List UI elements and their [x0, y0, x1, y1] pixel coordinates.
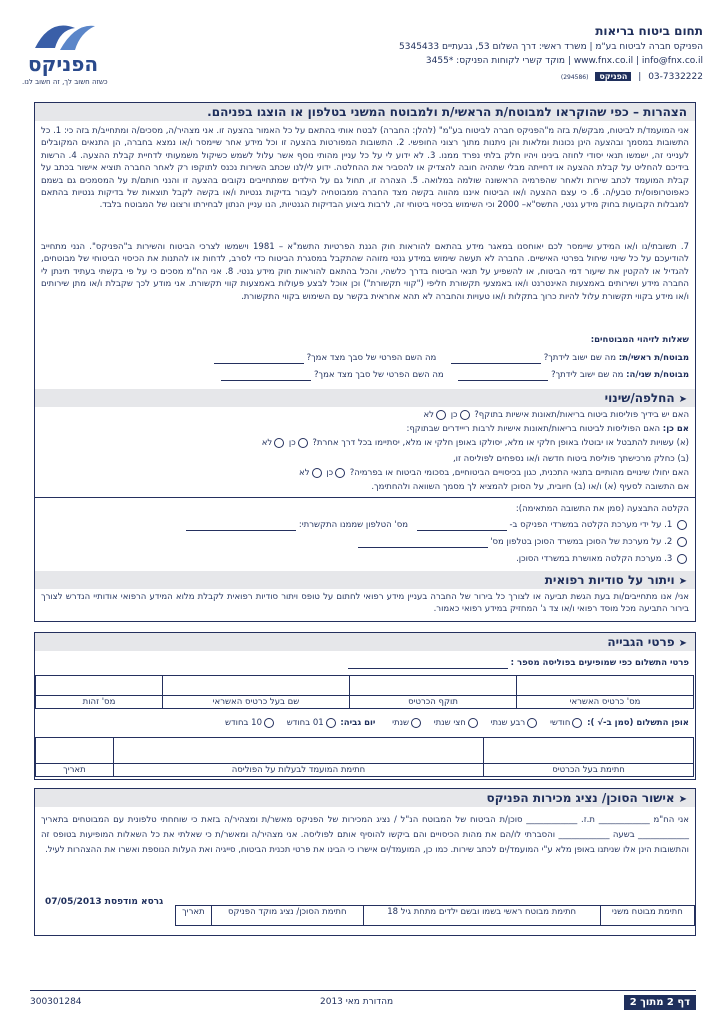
q2-father: מה השם הפרטי של סבך מצד אמך?	[314, 370, 444, 380]
method-monthly-radio[interactable]	[572, 718, 582, 728]
payment-method-row	[225, 717, 689, 729]
replacement-title-bar	[35, 389, 695, 407]
footer	[30, 990, 696, 1013]
declarations-title: הצהרות – כפי שהוקראו למבוטח/ת הראשי/ת ולמבוטח המשני בטלפון או הוצגו בפניהם.	[35, 103, 695, 121]
recording-opt3-text: 3. מערכת הקלטה מאושרת במשרדי הסוכן.	[516, 554, 673, 564]
arrow-icon: ➤	[678, 576, 687, 587]
recording-opt2-text: 2. על מערכת של הסוכן במשרד הסוכן בטלפון מס'	[490, 537, 673, 547]
agent-sig-primary[interactable]: חתימת מבוטח ראשי בשמו ובשם ילדים מתחת גיל 18	[363, 906, 600, 926]
c-no-label: לא	[299, 468, 310, 478]
no-radio[interactable]	[436, 410, 446, 420]
a-no-radio[interactable]	[274, 438, 284, 448]
col-card-holder-label: שם בעל כרטיס האשראי	[163, 696, 350, 709]
recording-intro: הקלטה התבצעה (סמן את התשובה המתאימה):	[515, 504, 689, 514]
policy-number-field[interactable]	[348, 668, 508, 669]
header-phone: 03-7332222	[648, 72, 703, 82]
if-yes-label: אם כן:	[662, 424, 689, 434]
agent-text: אני הח"מ ____________ ת.ז. ____________ סוכן/ת הביטוח של המבוטח הנ"ל / נציג המכירות של הפניקס מאשר/ת ומצהיר/ה בזאת כי שוחחתי טלפונית עם המבוטחים בתאריך ____________ בשעה ____________ והסברתי לו/הם את מהות הכיסויים והם ביקשו להוסיף אותם לפוליסה. אני מצהיר/ה ומאשר/ת כי שאלתי את כל השאלות המופיעות בטופס זה והתשובות הינן אלו שניתנו באופן מלא ע"י המועמד/ים לכתב שירות. כמו כן, המועמד/ים אישרו כי הבינו את פרטי תכנית הביטוח, סייגיה ואת העלות הנוספת ואשרו את ההצהרות לעיל.	[41, 815, 689, 855]
replacement-d: אם התשובה לסעיף (א) ו/או (ב) חיובית, על הסוכן להמציא לך מסמך השוואה ולהחתימך.	[371, 482, 689, 492]
footer-code: 300301284	[30, 997, 82, 1007]
method-annual-label: שנתי	[392, 718, 410, 728]
id-question-row-1	[214, 352, 689, 364]
q2-born: מה שם ישוב לידתך?	[551, 370, 624, 380]
method-annual-radio[interactable]	[411, 718, 421, 728]
header-line1: הפניקס חברה לביטוח בע"מ | משרד ראשי: דרך השלום 53, גבעתיים 5345433	[399, 42, 703, 52]
col-id-number-label: מס' זהות	[36, 696, 163, 709]
yes-label: כן	[450, 410, 458, 420]
recording-opt1-field[interactable]	[417, 530, 507, 531]
agent-title-bar	[35, 789, 695, 807]
method-half-radio[interactable]	[468, 718, 478, 728]
header-small-code: (294586)	[560, 74, 589, 81]
sig-date-label: תאריך	[36, 764, 114, 777]
sig-candidate-field[interactable]	[113, 738, 483, 764]
header	[0, 18, 723, 98]
col-card-expiry-label: תוקף הכרטיס	[350, 696, 517, 709]
agent-sig-secondary[interactable]: חתימת מבוטח משני	[600, 906, 694, 926]
logo-text: הפניקס	[28, 52, 99, 76]
sig-date-field[interactable]	[36, 738, 114, 764]
agent-sig-agent[interactable]: חתימת הסוכן/ נציג מוקד הפניקס	[211, 906, 363, 926]
agent-title: אישור הסוכן/ נציג מכירות הפניקס	[486, 791, 675, 805]
col-id-number[interactable]	[36, 676, 163, 696]
brand-small-badge: הפניקס	[595, 72, 631, 81]
recording-opt1-text: 1. על ידי מערכת הקלטה במשרדי הפניקס ב-	[509, 520, 673, 530]
recording-opt3-radio[interactable]	[677, 554, 687, 564]
a-yes-radio[interactable]	[298, 438, 308, 448]
yes-radio[interactable]	[460, 410, 470, 420]
method-half-label: חצי שנתי	[433, 718, 466, 728]
col-card-number-label: מס' כרטיס האשראי	[517, 696, 694, 709]
sig-candidate-label: חתימת המועמד לבעלות על הפוליסה	[113, 764, 483, 777]
id-questions-title: שאלות לזיהוי המבוטחים:	[590, 335, 689, 345]
header-title: תחום ביטוח בריאות	[595, 24, 703, 38]
q1-father: מה השם הפרטי של סבך מצד אמך?	[306, 353, 437, 363]
logo	[22, 18, 108, 88]
recording-opt1-radio[interactable]	[677, 520, 687, 530]
collect-day-label: יום גביה:	[340, 718, 376, 728]
q1-born: מה שם ישוב לידתך?	[543, 353, 616, 363]
replacement-title: החלפה/שינוי	[604, 391, 675, 405]
agent-section	[34, 788, 696, 936]
col-card-number[interactable]	[517, 676, 694, 696]
declarations-section	[34, 102, 696, 622]
col-card-holder[interactable]	[163, 676, 350, 696]
arrow-icon: ➤	[678, 638, 687, 649]
method-quarterly-radio[interactable]	[527, 718, 537, 728]
a-yes-label: כן	[288, 438, 296, 448]
divider	[35, 497, 695, 498]
payment-title: פרטי הגבייה	[607, 635, 675, 649]
payment-signature-table	[35, 737, 694, 777]
arrow-icon: ➤	[678, 394, 687, 405]
replacement-a	[262, 437, 689, 449]
payment-sub-text: פרטי התשלום כפי שמופיעים בפוליסה מספר :	[510, 658, 689, 668]
recording-opt2-radio[interactable]	[677, 537, 687, 547]
recording-opt3	[516, 553, 689, 565]
payment-title-bar	[35, 633, 695, 651]
waiver-title-bar	[35, 571, 695, 589]
no-label: לא	[423, 410, 435, 420]
replacement-a-text: (א) עשויות להתבטל או יבוטלו באופן חלקי או מלא, יסולקו באופן חלקי או מלא, יסתיימו בכל דרך אחרת?	[312, 438, 689, 448]
q2-label: מבוטח/ת שני/ה:	[626, 370, 689, 380]
sig-card-holder-label: חתימת בעל הכרטיס	[484, 764, 694, 777]
q2-father-field[interactable]	[221, 380, 311, 381]
a-no-label: לא	[261, 438, 273, 448]
q2-born-field[interactable]	[458, 380, 548, 381]
id-question-row-2	[221, 369, 689, 381]
header-contact-row: 03-7332222 | הפניקס (294586)	[560, 72, 703, 82]
footer-page: דף 2 מתוך 2	[624, 995, 696, 1010]
replacement-b: (ב) כחלק מרכישתך פוליסת ביטוח חדשה ו/או נספחים לפוליסה זו,	[452, 454, 689, 464]
agent-sig-date[interactable]: תאריך	[176, 906, 212, 926]
day1-label: 01 בחודש	[286, 718, 324, 728]
recording-opt1	[186, 519, 689, 531]
arrow-icon: ➤	[678, 794, 687, 805]
recording-opt2	[358, 536, 690, 548]
declarations-p1: אני המועמד/ת לביטוח, מבקש/ת בזה מ"הפניקס חברה לביטוח בע"מ" (להלן: החברה) לבטח אותי בהתאם על כל האמור בהצעה זו. אני מצהיר/ה, מסכים/ה ומתחייב/ת בזה כי: 1. כל התשובות במסמך ובהצעה הינן נכונות ומלאות והן ניתנות מתוך רצוני החופשי. 2. התשובות המפורטות בהצעה זו וכל מידע אחר שיימסר ו/או נמצא בחברה, הן התנאים המקובלים לענייני זה, ישמשו תנאי יסודי לחוזה בינינו ויהיו חלק בלתי נפרד ממנו. 3. לא ידוע לי על כל עניין מהותי נוסף אשר עלול לשמש כשיקול משמעותי לדחיית קבלת ההצעה. 4. הרשות בידיכם להחליט על קבלת ההצעה או דחייתה מבלי שתהיה חובה להצדיק או להסביר את ההחלטה. ידוע לי/לנו שכתב השירות נכנס לתוקפו רק לאחר החברה תוציא אישור בכתב על קבלת המועמד לכתב שירות ולאחר שהפרמיה הראשונה שולמה במלואה. 5. הצהרה זו, תחול גם על הילדים שמתחייבים נקובים בהצעה זו והנני חותם/ת על המסמכים גם בשמם כאפוטרופוס/ית טבעי/ה. 6. כי עצם ההצעה ו/או הביטוח איננו מהווה בקשה מצד החברה ממבוטחיה לעבור בדיקות גנטיות ו/או בקשה לקבל תוצאות של בדיקות גנטיות בהתאם למגבלות הקבועות בחוק מידע גנטי, התשס"א– 2000 וכי השימוש בכיסוי ביטוחי זה, לרבות ביצוע הבדיקות הגנטיות, הנו עניין הנתון לבחירתו ורצונו של המבוטח בלבד.	[41, 126, 690, 211]
declarations-p2: 7. תשובתי/נו ו/או המידע שיימסר לכם יאוחסנו במאגר מידע בהתאם להוראות חוק הגנת הפרטיות התשמ"א – 1981 וישמשו לצרכי הביטוח והשירות ב"הפניקס". הנני מתחייב להודיעכם על כל שינוי שיחול בפרטי האישיים. החברה לא תעשה שימוש במידע גנטי מזוהה שהתקבל במסגרת הביטוח כדי לסרב, לדחות או להתנות את הכיסוי הביטוחי של מבוטחים, להגדיל או להקטין את שיעור דמי הביטוח, או להשפיע על תנאי הביטוח בדרך כלשהי, והכל בהתאם להוראות חוק מידע גנטי. 8. אני הח"מ מסכים כי על פי בקשתי בעתיד תינתן לי החברה מידע ושירותים באמצעות האינטרנט ו/או באמצעי תקשורת חליפי ("קווי תקשורת") וכן אוכל לבצע פעולות באמצעות קווי תקשורת. אני מודע לכך שקבלת ו/או מתן שירותים ו/או מידע בקווי תקשורת עלול להיות כרוך בתקלות ו/או טעויות והחברה לא תהא אחראית בקשר עם השימוש בקווי התקשורת.	[41, 242, 690, 302]
waiver-text: אני/ אנו מתחייבים/ות בעת הגשת תביעה או לצורך כל בירור של החברה בעניין מידע רפואי לחתום על טופס ויתור סודיות רפואית לקבלת מלוא המידע הרפואי אודותיי הנדרש לצורך בירור התביעה מכל מוסד רפואי ו/או צד ג' המחזיק במידע רפואי כאמור.	[41, 592, 689, 614]
day10-radio[interactable]	[264, 718, 274, 728]
method-monthly-label: חודשי	[549, 718, 571, 728]
footer-edition: מהדורת מאי 2013	[320, 997, 394, 1007]
q1-label: מבוטח/ת ראשי/ת:	[618, 353, 689, 363]
c-yes-label: כן	[326, 468, 334, 478]
agent-signature-table	[175, 905, 695, 926]
sig-card-holder-field[interactable]	[484, 738, 694, 764]
payment-table	[35, 675, 694, 709]
if-yes-text: האם הפוליסות לביטוח בריאות/תאונות אישיות לרבות רייידרים שבתוקף:	[406, 424, 661, 434]
c-yes-radio[interactable]	[335, 468, 345, 478]
replacement-question: האם יש בידיך פוליסות ביטוח בריאות/תאונות אישיות בתוקף?	[474, 410, 689, 420]
col-card-expiry[interactable]	[350, 676, 517, 696]
recording-opt2-field[interactable]	[358, 547, 488, 548]
waiver-title: ויתור על סודיות רפואית	[544, 573, 675, 587]
recording-phone-field[interactable]	[186, 530, 296, 531]
day1-radio[interactable]	[326, 718, 336, 728]
replacement-q	[424, 409, 690, 421]
print-version: גרסא מודפסת 07/05/2013	[45, 897, 164, 907]
recording-opt1b-text: מס' הטלפון שממנו התקשרתי:	[298, 520, 409, 530]
replacement-c-text: האם יחולו שינויים מהותיים בתנאי התכנית, כגון בכיסויים הביטוחיים, בסכומי הביטוח או בפרמיה?	[349, 468, 689, 478]
logo-slogan: כשזה חשוב לך, זה חשוב לנו.	[22, 78, 108, 86]
c-no-radio[interactable]	[312, 468, 322, 478]
q1-born-field[interactable]	[451, 363, 541, 364]
payment-sub	[348, 657, 689, 669]
day10-label: 10 בחודש	[225, 718, 262, 728]
method-quarterly-label: רבע שנתי	[490, 718, 526, 728]
method-label: אופן התשלום (סמן ב-√ ):	[587, 718, 689, 728]
q1-father-field[interactable]	[214, 363, 304, 364]
replacement-if-yes	[406, 423, 689, 435]
replacement-c	[299, 467, 689, 479]
payment-section	[34, 632, 696, 780]
header-line2: www.fnx.co.il | info@fnx.co.il | מוקד קשרי לקוחות הפניקס: *3455	[425, 56, 703, 66]
